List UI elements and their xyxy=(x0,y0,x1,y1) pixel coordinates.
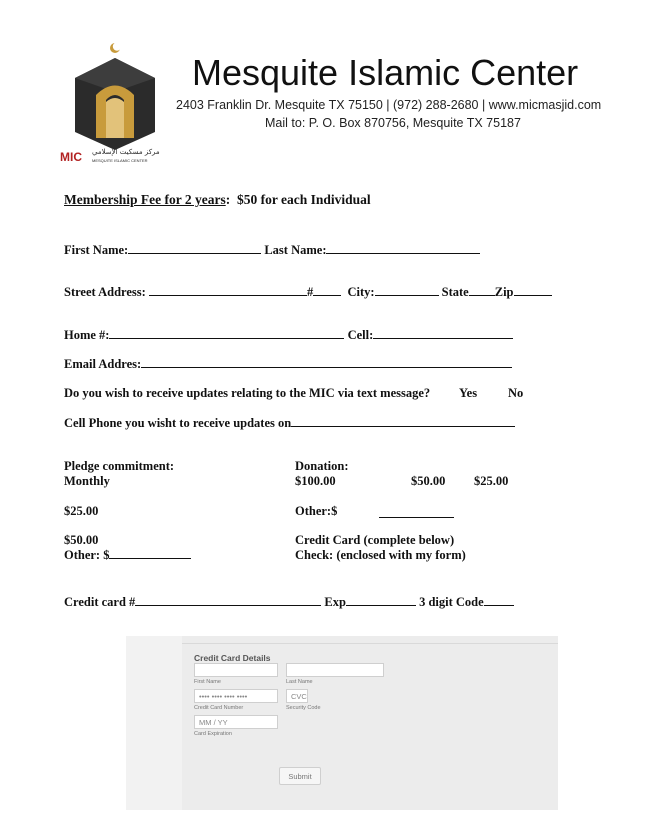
email-row xyxy=(64,357,512,372)
org-title: Mesquite Islamic Center xyxy=(192,52,579,93)
cc-card-number-input[interactable]: •••• •••• •••• •••• xyxy=(194,689,278,703)
logo-mic-text: MIC xyxy=(60,150,82,164)
credit-card-panel-title: Credit Card Details xyxy=(194,653,271,663)
pledge-other-field[interactable] xyxy=(109,548,191,559)
email-label: Email Addres: xyxy=(64,357,142,371)
logo-arabic-text: مركز مسكيت الإسلامي xyxy=(92,148,160,156)
fee-colon: : xyxy=(225,192,231,207)
org-mail-line: Mail to: P. O. Box 870756, Mesquite TX 75187 xyxy=(265,116,521,130)
pledge-50[interactable]: $50.00 xyxy=(64,533,99,547)
email-field[interactable] xyxy=(141,357,512,368)
credit-card-number-label: Credit card # xyxy=(64,595,136,609)
number-label: # xyxy=(306,285,314,299)
cell-updates-label: Cell Phone you wisht to receive updates on xyxy=(64,416,292,430)
state-label: State xyxy=(441,285,469,299)
credit-card-panel-margin xyxy=(126,636,182,810)
mic-logo xyxy=(58,40,173,165)
first-name-label: First Name: xyxy=(64,243,129,257)
city-field[interactable] xyxy=(375,285,439,296)
cc-last-name-label: Last Name xyxy=(286,679,313,685)
donation-other-label: Other:$ xyxy=(295,504,338,518)
credit-card-number-field[interactable] xyxy=(135,595,321,606)
donation-25[interactable]: $25.00 xyxy=(474,474,509,488)
street-address-label: Street Address: xyxy=(64,285,146,299)
payment-check[interactable]: Check: (enclosed with my form) xyxy=(295,548,466,562)
membership-fee-line xyxy=(64,192,371,208)
cc-last-name-input[interactable] xyxy=(286,663,384,677)
exp-field[interactable] xyxy=(346,595,416,606)
cc-security-code-label: Security Code xyxy=(286,705,321,711)
first-name-field[interactable] xyxy=(128,243,261,254)
submit-button[interactable]: Submit xyxy=(279,767,321,785)
cc-first-name-input[interactable] xyxy=(194,663,278,677)
text-updates-question xyxy=(64,386,430,401)
last-name-field[interactable] xyxy=(326,243,480,254)
cc-first-name-label: First Name xyxy=(194,679,221,685)
cell-phone-field[interactable] xyxy=(373,328,513,339)
yes-option[interactable]: Yes xyxy=(459,386,478,400)
pledge-other-row xyxy=(64,548,191,563)
state-field[interactable] xyxy=(469,285,495,296)
donation-100[interactable]: $100.00 xyxy=(295,474,336,488)
payment-credit-card[interactable]: Credit Card (complete below) xyxy=(295,533,455,547)
fee-value: $50 for each Individual xyxy=(236,192,371,207)
pledge-monthly[interactable]: Monthly xyxy=(64,474,110,488)
number-field[interactable] xyxy=(313,285,341,296)
code-label: 3 digit Code xyxy=(419,595,484,609)
fee-label: Membership Fee for 2 years xyxy=(64,192,226,207)
address-row xyxy=(64,285,552,300)
cc-expiration-input[interactable]: MM / YY xyxy=(194,715,278,729)
zip-field[interactable] xyxy=(514,285,552,296)
credit-card-panel-divider xyxy=(182,643,558,644)
logo-subtitle-text: MESQUITE ISLAMIC CENTER xyxy=(92,158,148,163)
pledge-25[interactable]: $25.00 xyxy=(64,504,99,518)
home-phone-label: Home #: xyxy=(64,328,110,342)
last-name-label: Last Name: xyxy=(264,243,327,257)
cc-expiration-label: Card Expiration xyxy=(194,731,232,737)
text-question-label: Do you wish to receive updates relating to the MIC via text message? xyxy=(64,386,431,400)
cc-cvc-input[interactable]: CVC xyxy=(286,689,308,703)
cc-card-number-label: Credit Card Number xyxy=(194,705,244,711)
home-phone-field[interactable] xyxy=(109,328,344,339)
credit-card-row xyxy=(64,595,514,610)
donation-other-field[interactable] xyxy=(379,509,454,518)
cell-updates-row xyxy=(64,416,515,431)
donation-50[interactable]: $50.00 xyxy=(411,474,446,488)
city-label: City: xyxy=(347,285,375,299)
donation-heading: Donation: xyxy=(295,459,349,473)
pledge-other-label: Other: $ xyxy=(64,548,110,562)
code-field[interactable] xyxy=(484,595,514,606)
phone-row xyxy=(64,328,513,343)
pledge-heading: Pledge commitment: xyxy=(64,459,175,473)
cell-updates-field[interactable] xyxy=(291,416,515,427)
org-address-line: 2403 Franklin Dr. Mesquite TX 75150 | (972) 288-2680 | www.micmasjid.com xyxy=(176,98,602,112)
exp-label: Exp xyxy=(324,595,346,609)
first-name-row xyxy=(64,243,480,258)
cell-phone-label: Cell: xyxy=(347,328,374,342)
no-option[interactable]: No xyxy=(508,386,524,400)
zip-label: Zip xyxy=(494,285,514,299)
street-address-field[interactable] xyxy=(149,285,307,296)
